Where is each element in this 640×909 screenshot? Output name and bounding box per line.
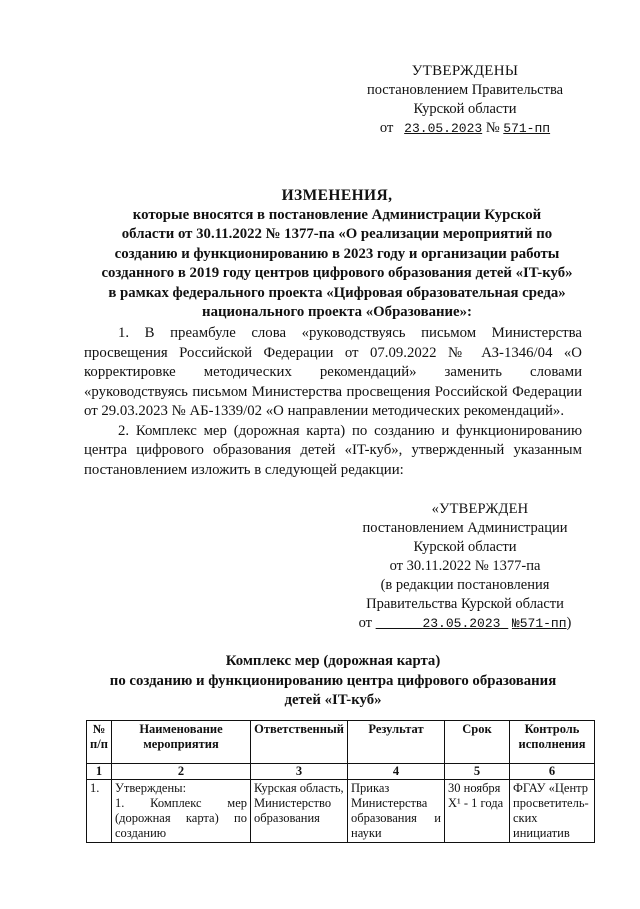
heading-line: созданного в 2019 году центров цифрового образования детей «IT-куб» — [101, 265, 573, 281]
roadmap-table — [86, 720, 595, 843]
paragraph-1: 1. В преамбуле слова «руководствуясь письмом Министерства просвещения Российской Федерации от 07.09.2022 № АЗ-1346/04 «О корректировке методических рекомендаций» заменить словами «руководствуясь письмом Министерства просвещения Российской Федерации от 29.03.2023 № АБ-1339/02 «О направлении методических рекомендаций». — [84, 325, 582, 419]
header-responsible: Ответственный — [251, 721, 348, 764]
heading-line: созданию и функционированию в 2023 году и организации работы — [114, 245, 560, 262]
approval-stamp-2 — [340, 500, 590, 633]
approval-number: 571-пп — [503, 121, 551, 136]
approval-date-line: от 23.05.2023 № 571-пп — [379, 120, 551, 136]
heading-line: в рамках федерального проекта «Цифровая образовательная среда» — [108, 284, 566, 301]
approval2-date-line: от 23.05.2023 №571-пп) — [358, 615, 572, 631]
row-num: 1. — [87, 780, 112, 843]
approval-title: УТВЕРЖДЕНЫ — [411, 63, 519, 79]
body-text — [84, 324, 582, 480]
header-term: Срок — [445, 721, 510, 764]
approval2-date: 23.05.2023 — [422, 616, 501, 631]
header-name: Наименование мероприятия — [112, 721, 251, 764]
row-control: ФГАУ «Центр просветитель-ских инициатив — [510, 780, 595, 843]
table-column-numbers: 1 2 3 4 5 6 — [87, 764, 595, 780]
row-term: 30 ноября Х¹ - 1 года — [445, 780, 510, 843]
changes-title: ИЗМЕНЕНИЯ, — [281, 187, 393, 204]
row-result: Приказ Министерства образования и науки — [348, 780, 445, 843]
header-control: Контроль исполнения — [510, 721, 595, 764]
heading-line: области от 30.11.2022 № 1377-па «О реализации мероприятий по — [121, 226, 553, 242]
roadmap-heading: Комплекс мер (дорожная карта) по созданию и функционированию центра цифрового образования детей «IT-куб» — [84, 652, 582, 711]
approval2-number: 571-пп — [519, 616, 567, 631]
approval2-line: Курской области — [413, 539, 517, 555]
approval2-line: Правительства Курской области — [366, 596, 564, 612]
approval2-line: (в редакции постановления — [380, 577, 550, 593]
approval2-line: от 30.11.2022 № 1377-па — [389, 558, 541, 574]
table-header-row — [87, 721, 595, 764]
approval-date: 23.05.2023 — [404, 121, 483, 136]
approval-line: постановлением Правительства — [366, 82, 564, 98]
header-result: Результат — [348, 721, 445, 764]
approval2-title: «УТВЕРЖДЕН — [431, 501, 529, 517]
approval-line: Курской области — [413, 101, 517, 117]
heading-line: национального проекта «Образование»: — [202, 304, 472, 320]
roadmap-title: Комплекс мер (дорожная карта) — [225, 653, 441, 669]
table-row — [87, 780, 595, 843]
header-num: № п/п — [87, 721, 112, 764]
approval-stamp — [340, 62, 590, 138]
heading-line: которые вносятся в постановление Администрации Курской — [132, 206, 542, 223]
row-name: Утверждены: 1. Комплекс мер (дорожная карта) по созданию — [112, 780, 251, 843]
changes-heading — [84, 186, 590, 323]
paragraph-2: 2. Комплекс мер (дорожная карта) по созданию и функционированию центра цифрового образования детей «IT-куб», утвержденный указанным постановлением изложить в следующей редакции: — [84, 422, 582, 478]
approval2-line: постановлением Администрации — [362, 520, 568, 536]
row-responsible: Курская область, Министерство образования — [251, 780, 348, 843]
